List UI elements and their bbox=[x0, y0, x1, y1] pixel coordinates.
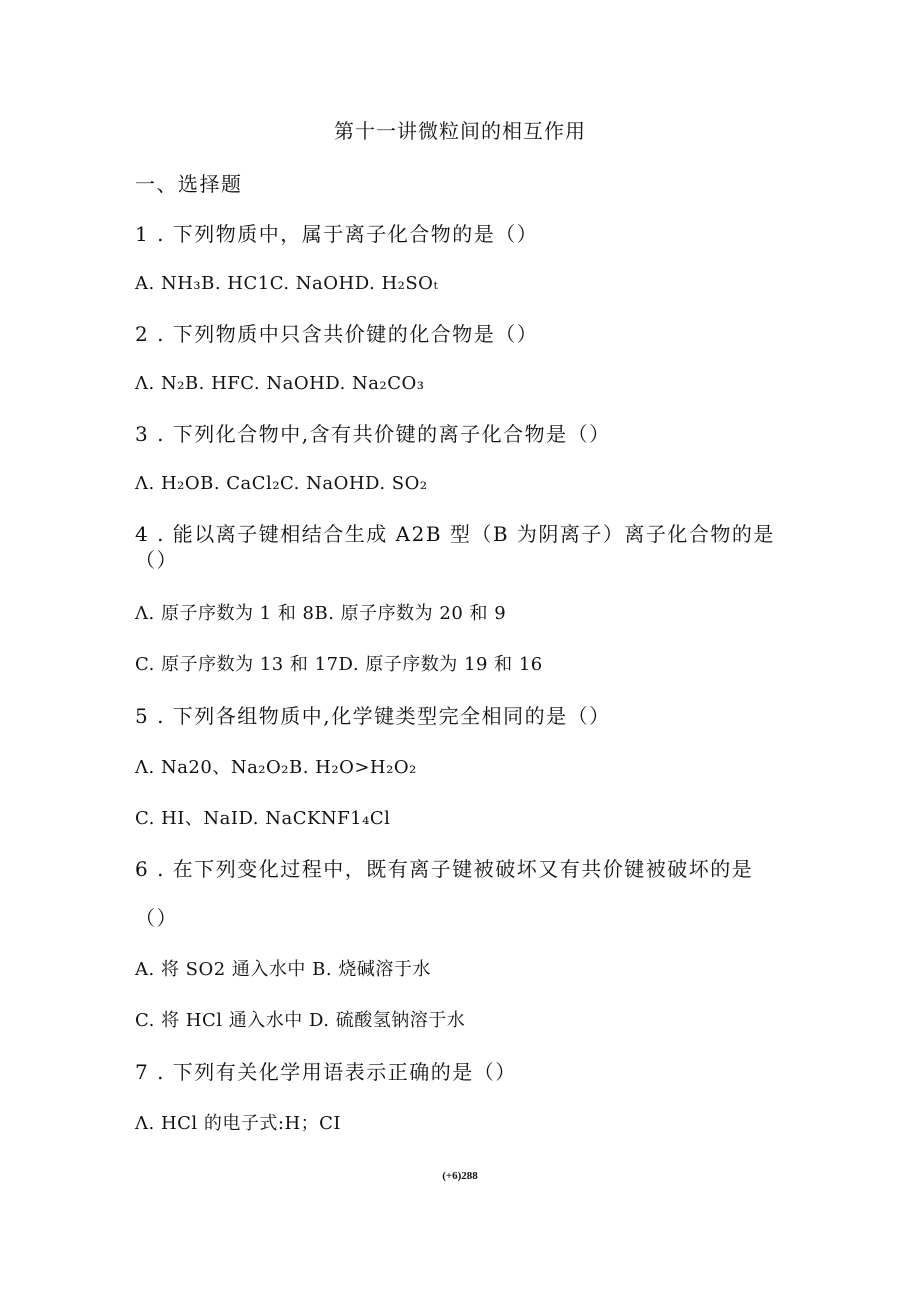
question-3: 3 . 下列化合物中,含有共价键的离子化合物是（） bbox=[135, 422, 611, 446]
question-4-paren: （） bbox=[135, 548, 178, 572]
question-7-option-a: Λ. HCl 的电子式:H；CI bbox=[135, 1113, 342, 1134]
question-5-options-ab: Λ. Na20、Na₂O₂B. H₂O>H₂O₂ bbox=[135, 757, 417, 778]
section-heading: 一、选择题 bbox=[135, 172, 243, 196]
question-2: 2 . 下列物质中只含共价键的化合物是（） bbox=[135, 322, 539, 346]
question-5-options-cd: C. HI、NaID. NaCKNF1₄Cl bbox=[135, 808, 391, 829]
question-6-options-ab: A. 将 SO2 通入水中 B. 烧碱溶于水 bbox=[135, 959, 431, 980]
question-6-paren: （） bbox=[135, 906, 178, 930]
question-7: 7 . 下列有关化学用语表示正确的是（） bbox=[135, 1060, 517, 1084]
question-6-options-cd: C. 将 HCl 通入水中 D. 硫酸氢钠溶于水 bbox=[135, 1010, 466, 1031]
atom-structure-note: (+6)288 bbox=[442, 1170, 478, 1182]
question-2-options: Λ. N₂B. HFC. NaOHD. Na₂CO₃ bbox=[135, 373, 425, 394]
question-5: 5 . 下列各组物质中,化学键类型完全相同的是（） bbox=[135, 704, 611, 728]
question-3-options: Λ. H₂OB. CaCl₂C. NaOHD. SO₂ bbox=[135, 473, 428, 494]
document-title: 第十一讲微粒间的相互作用 bbox=[334, 119, 586, 143]
question-4-options-ab: Λ. 原子序数为 1 和 8B. 原子序数为 20 和 9 bbox=[135, 603, 507, 624]
question-4-options-cd: C. 原子序数为 13 和 17D. 原子序数为 19 和 16 bbox=[135, 654, 543, 675]
question-4: 4 . 能以离子键相结合生成 A2B 型（B 为阴离子）离子化合物的是 bbox=[135, 522, 775, 546]
question-1-options: A. NH₃B. HC1C. NaOHD. H₂SOₜ bbox=[135, 273, 439, 294]
question-6: 6 . 在下列变化过程中，既有离子键被破坏又有共价键被破坏的是 bbox=[135, 857, 754, 881]
question-1: 1 . 下列物质中，属于离子化合物的是（） bbox=[135, 222, 539, 246]
